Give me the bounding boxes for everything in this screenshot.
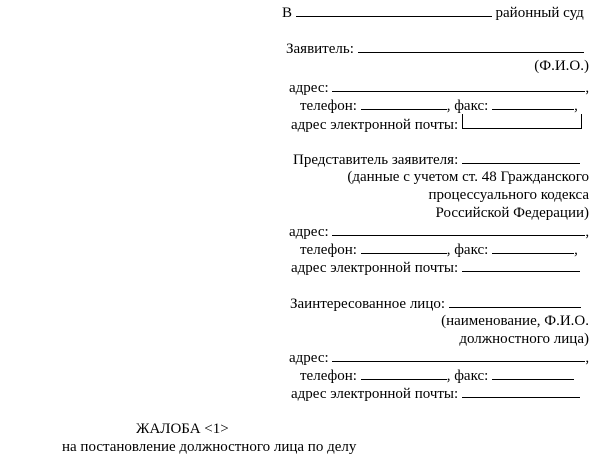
interested-label: Заинтересованное лицо: (290, 296, 446, 312)
applicant-address-label: адрес: (289, 80, 329, 96)
applicant-name-blank (358, 39, 584, 53)
representative-phone-blank (361, 240, 447, 254)
court-suffix: районный суд (495, 5, 584, 21)
interested-name-blank (449, 294, 581, 308)
court-line (282, 3, 584, 22)
representative-hint-2: процессуального кодекса (428, 187, 589, 203)
representative-address-line: адрес: , (289, 224, 590, 240)
representative-phone-line: телефон: , факс: , (300, 242, 578, 258)
interested-phone-blank (361, 366, 447, 380)
representative-fax-blank (492, 240, 574, 254)
representative-fax-label: факс: (454, 242, 489, 258)
interested-address-blank (332, 348, 585, 362)
interested-email-blank (462, 384, 580, 398)
applicant-label: Заявитель: (286, 41, 354, 57)
interested-hint-2: должностного лица) (459, 331, 589, 347)
representative-email-label: адрес электронной почты: (291, 260, 459, 276)
applicant-phone-label: телефон: (300, 98, 357, 114)
applicant-email-line (291, 114, 582, 134)
applicant-fio-hint: (Ф.И.О.) (534, 58, 589, 74)
applicant-phone-line: телефон: , факс: , (300, 98, 578, 114)
representative-hint-1: (данные с учетом ст. 48 Гражданского (347, 169, 589, 185)
interested-address-line: адрес: , (289, 350, 590, 366)
representative-email-line (291, 258, 580, 277)
applicant-fax-label: факс: (454, 98, 489, 114)
interested-email-line (291, 384, 580, 403)
interested-line (290, 294, 581, 313)
representative-address-label: адрес: (289, 224, 329, 240)
representative-name-blank (462, 150, 580, 164)
interested-phone-line: телефон: , факс: (300, 366, 574, 385)
applicant-email-blank (462, 114, 582, 129)
applicant-email-label: адрес электронной почты: (291, 117, 459, 133)
applicant-address-line: адрес: , (289, 80, 590, 96)
interested-hint-1: (наименование, Ф.И.О. (441, 313, 589, 329)
document-title: ЖАЛОБА <1> (136, 421, 229, 437)
document-subtitle: на постановление должностного лица по делу (62, 439, 357, 455)
interested-fax-blank (492, 366, 574, 380)
court-prefix: В (282, 5, 293, 21)
applicant-line (286, 39, 584, 58)
representative-address-blank (332, 222, 585, 236)
representative-phone-label: телефон: (300, 242, 357, 258)
applicant-fax-blank (492, 96, 574, 110)
interested-address-label: адрес: (289, 350, 329, 366)
representative-email-blank (462, 258, 580, 272)
court-name-blank (296, 3, 492, 17)
representative-line (293, 150, 580, 169)
representative-hint-3: Российской Федерации) (435, 205, 589, 221)
representative-label: Представитель заявителя: (293, 152, 459, 168)
applicant-address-blank (332, 78, 585, 92)
interested-phone-label: телефон: (300, 368, 357, 384)
applicant-phone-blank (361, 96, 447, 110)
interested-email-label: адрес электронной почты: (291, 386, 459, 402)
interested-fax-label: факс: (454, 368, 489, 384)
